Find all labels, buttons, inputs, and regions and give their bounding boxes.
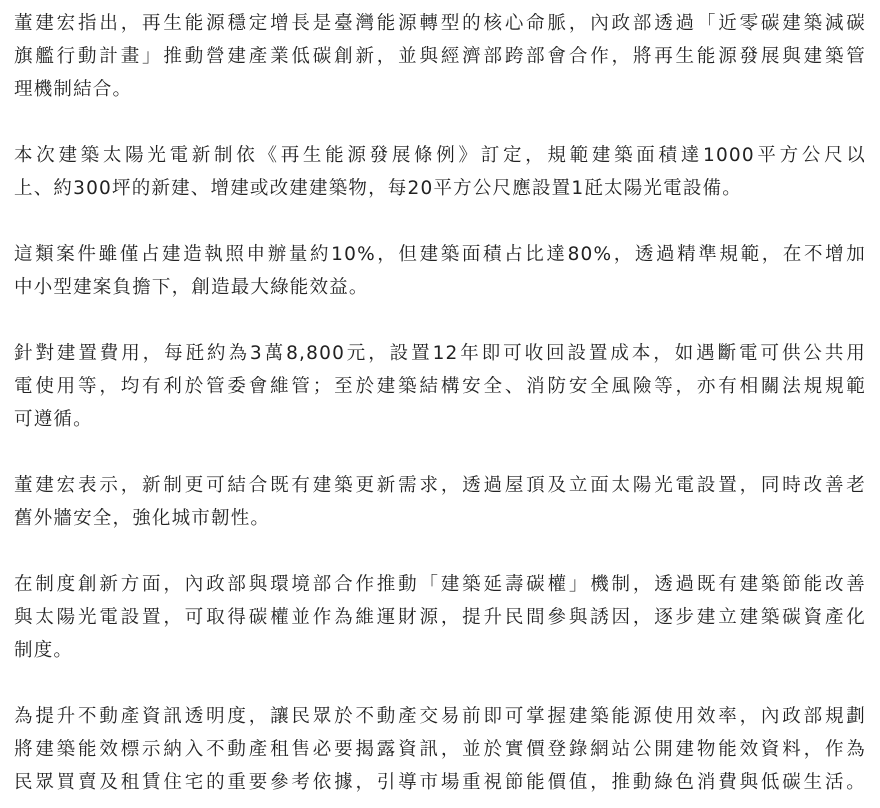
paragraph-installation-cost bbox=[14, 337, 866, 436]
text-line: 上、約300坪的新建、增建或改建建築物，每20平方公尺應設置1瓩太陽光電設備。 bbox=[14, 178, 742, 199]
text-line: 旗艦行動計畫」推動營建產業低碳創新，並與經濟部跨部會合作，將再生能源發展與建築管 bbox=[14, 46, 866, 67]
text-line: 可遵循。 bbox=[14, 409, 93, 430]
text-line: 在制度創新方面，內政部與環境部合作推動「建築延壽碳權」機制，透過既有建築節能改善 bbox=[14, 574, 866, 595]
text-line: 理機制結合。 bbox=[14, 79, 133, 100]
text-line: 中小型建案負擔下，創造最大綠能效益。 bbox=[14, 277, 369, 298]
paragraph-carbon-credits bbox=[14, 568, 866, 667]
text-line: 與太陽光電設置，可取得碳權並作為維運財源，提升民間參與誘因，逐步建立建築碳資產化 bbox=[14, 607, 866, 628]
text-line: 為提升不動產資訊透明度，讓民眾於不動產交易前即可掌握建築能源使用效率，內政部規劃 bbox=[14, 706, 866, 727]
text-line: 針對建置費用，每瓩約為3萬8,800元，設置12年即可收回設置成本，如遇斷電可供公共用 bbox=[14, 343, 866, 364]
text-line: 本次建築太陽光電新制依《再生能源發展條例》訂定，規範建築面積達1000平方公尺以 bbox=[14, 145, 866, 166]
text-line: 將建築能效標示納入不動產租售必要揭露資訊，並於實價登錄網站公開建物能效資料，作為 bbox=[14, 739, 866, 760]
paragraph-case-ratio bbox=[14, 238, 866, 304]
text-line: 董建宏指出，再生能源穩定增長是臺灣能源轉型的核心命脈，內政部透過「近零碳建築減碳 bbox=[14, 13, 866, 34]
text-line: 電使用等，均有利於管委會維管；至於建築結構安全、消防安全風險等，亦有相關法規規範 bbox=[14, 376, 866, 397]
text-line: 董建宏表示，新制更可結合既有建築更新需求，透過屋頂及立面太陽光電設置，同時改善老 bbox=[14, 475, 866, 496]
text-line: 民眾買賣及租賃住宅的重要參考依據，引導市場重視節能價值，推動綠色消費與低碳生活。 bbox=[14, 772, 866, 793]
text-line: 舊外牆安全，強化城市韌性。 bbox=[14, 508, 271, 529]
paragraph-building-renewal bbox=[14, 469, 866, 535]
paragraph-solar-regulation bbox=[14, 139, 866, 205]
text-line: 這類案件雖僅占建造執照申辦量約10%，但建築面積占比達80%，透過精準規範，在不增加 bbox=[14, 244, 866, 265]
paragraph-policy-intro bbox=[14, 7, 866, 106]
paragraph-energy-disclosure bbox=[14, 700, 866, 799]
text-line: 制度。 bbox=[14, 640, 74, 661]
